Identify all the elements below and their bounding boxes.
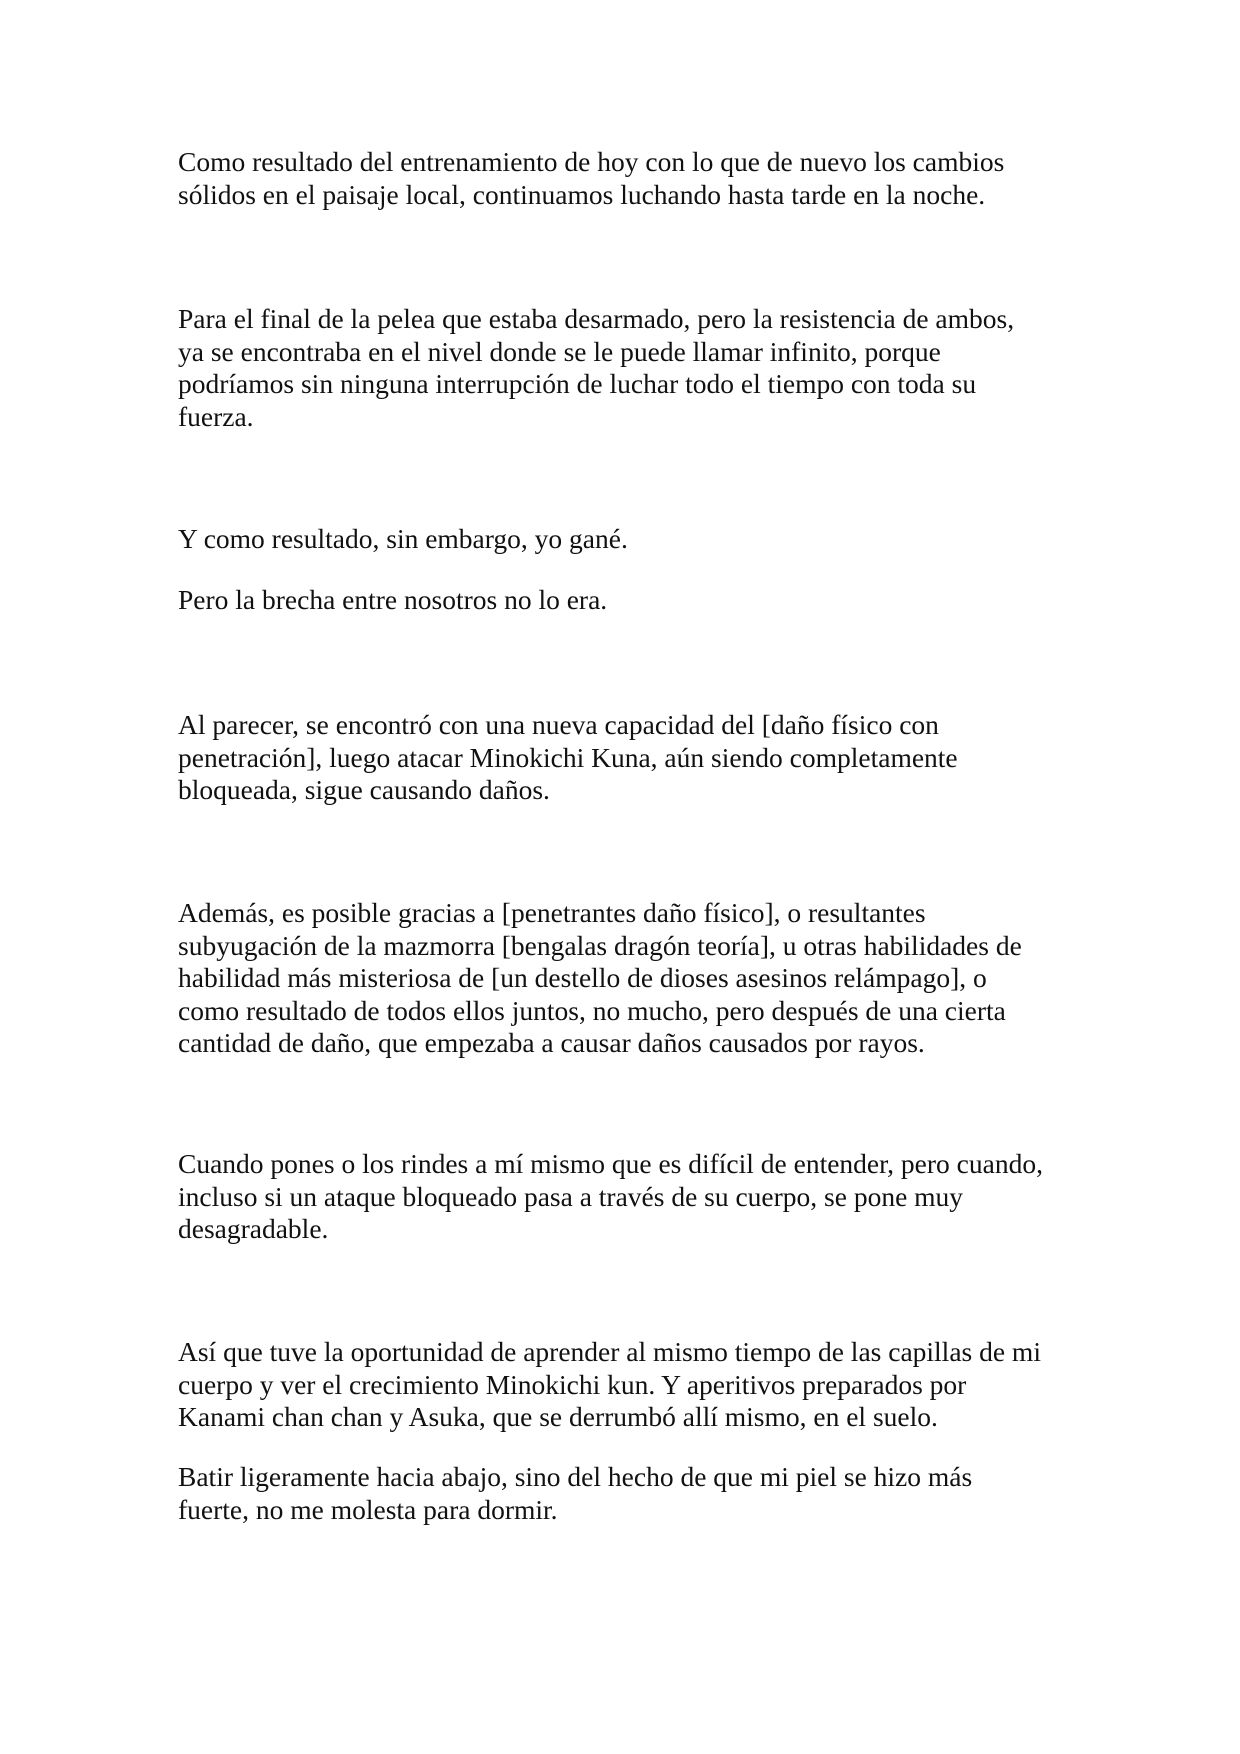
text-line: penetración], luego atacar Minokichi Kuna, aún siendo completamente <box>178 741 958 773</box>
text-line: Batir ligeramente hacia abajo, sino del hecho de que mi piel se hizo más <box>178 1461 973 1492</box>
text-line: Y como resultado, sin embargo, yo gané. <box>178 523 628 554</box>
text-line: sólidos en el paisaje local, continuamos luchando hasta tarde en la noche. <box>178 178 986 210</box>
text-line: como resultado de todos ellos juntos, no mucho, pero después de una cierta <box>178 994 1006 1026</box>
text-line: cantidad de daño, que empezaba a causar daños causados por rayos. <box>178 1027 925 1058</box>
paragraph-1 <box>178 146 1078 211</box>
text-line: habilidad más misteriosa de [un destello de dioses asesinos relámpago], o <box>178 962 987 993</box>
text-line: Para el final de la pelea que estaba desarmado, pero la resistencia de ambos, <box>178 303 1015 334</box>
text-line: incluso si un ataque bloqueado pasa a través de su cuerpo, se pone muy <box>178 1180 964 1212</box>
text-line: subyugación de la mazmorra [bengalas dragón teoría], u otras habilidades de <box>178 929 1022 961</box>
paragraph-8 <box>178 1336 1078 1434</box>
text-line: Al parecer, se encontró con una nueva capacidad del [daño físico con <box>178 709 939 740</box>
paragraph-3 <box>178 523 1078 556</box>
paragraph-2 <box>178 303 1078 433</box>
paragraph-7 <box>178 1148 1078 1246</box>
text-line: desagradable. <box>178 1213 329 1244</box>
text-line: cuerpo y ver el crecimiento Minokichi kun. Y aperitivos preparados por <box>178 1368 967 1400</box>
text-line: ya se encontraba en el nivel donde se le puede llamar infinito, porque <box>178 335 941 367</box>
text-line: Cuando pones o los rindes a mí mismo que es difícil de entender, pero cuando, <box>178 1148 1043 1179</box>
text-line: Además, es posible gracias a [penetrantes daño físico], o resultantes <box>178 897 926 928</box>
text-line: fuerza. <box>178 400 254 432</box>
text-line: Pero la brecha entre nosotros no lo era. <box>178 584 608 615</box>
paragraph-5 <box>178 709 1078 807</box>
paragraph-6 <box>178 897 1078 1060</box>
paragraph-4 <box>178 584 1078 617</box>
text-line: fuerte, no me molesta para dormir. <box>178 1493 558 1525</box>
text-line: Así que tuve la oportunidad de aprender al mismo tiempo de las capillas de mi <box>178 1336 1041 1367</box>
text-line: Kanami chan chan y Asuka, que se derrumbó allí mismo, en el suelo. <box>178 1401 938 1432</box>
text-line: Como resultado del entrenamiento de hoy con lo que de nuevo los cambios <box>178 146 1005 177</box>
text-line: podríamos sin ninguna interrupción de luchar todo el tiempo con toda su <box>178 368 977 399</box>
text-line: bloqueada, sigue causando daños. <box>178 774 550 805</box>
paragraph-9 <box>178 1461 1078 1526</box>
